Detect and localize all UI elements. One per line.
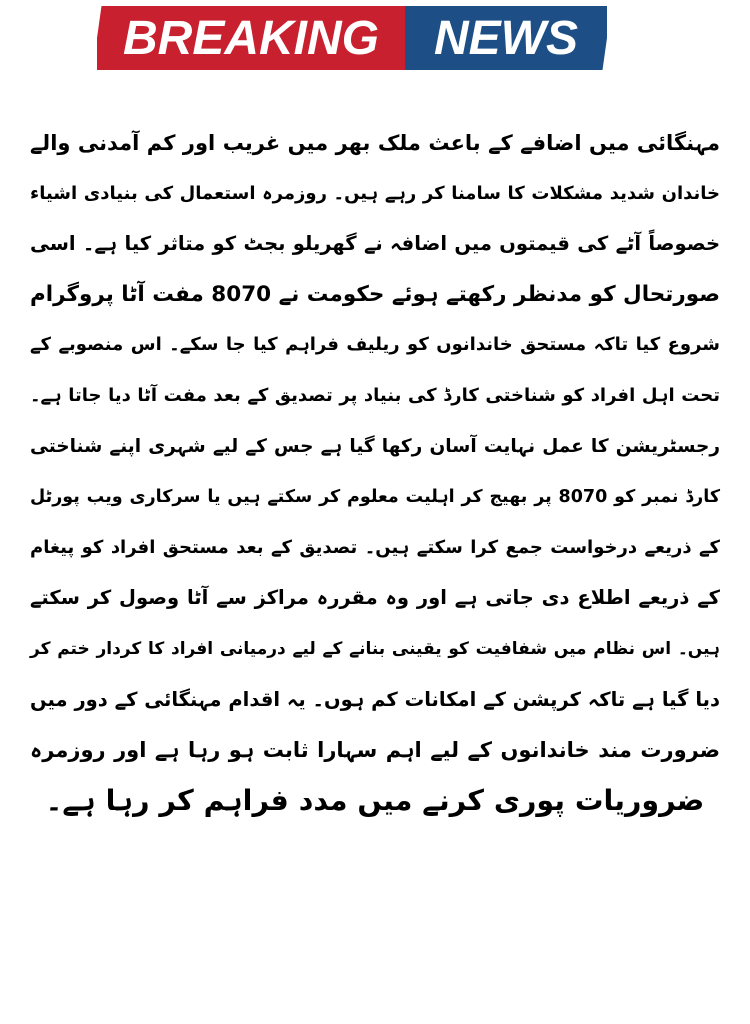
article-line: مہنگائی میں اضافے کے باعث ملک بھر میں غریب اور کم آمدنی والے (30, 131, 720, 155)
article-line: دیا گیا ہے تاکہ کرپشن کے امکانات کم ہوں۔ یہ اقدام مہنگائی کے دور میں (30, 687, 720, 711)
article-line: رجسٹریشن کا عمل نہایت آسان رکھا گیا ہے جس کے لیے شہری اپنے شناختی (30, 435, 720, 457)
article-line: ہیں۔ اس نظام میں شفافیت کو یقینی بنانے کے لیے درمیانی افراد کا کردار ختم کر (30, 638, 720, 659)
article-body (30, 118, 720, 826)
article-line: کے ذریعے اطلاع دی جاتی ہے اور وہ مقررہ مراکز سے آٹا وصول کر سکتے (30, 586, 720, 610)
article-line: خصوصاً آٹے کی قیمتوں میں اضافہ نے گھریلو بجٹ کو متاثر کیا ہے۔ اسی (30, 232, 720, 256)
article-line: شروع کیا تاکہ مستحق خاندانوں کو ریلیف فراہم کیا جا سکے۔ اس منصوبے کے (30, 334, 720, 356)
article-line: کارڈ نمبر کو 8070 پر بھیج کر اہلیت معلوم کر سکتے ہیں یا سرکاری ویب پورٹل (30, 487, 720, 508)
banner-news: NEWS (405, 6, 607, 70)
article-line: ضرورت مند خاندانوں کے لیے اہم سہارا ثابت ہو رہا ہے اور روزمرہ (30, 738, 720, 763)
article-line: کے ذریعے درخواست جمع کرا سکتے ہیں۔ تصدیق کے بعد مستحق افراد کو پیغام (30, 536, 720, 558)
article-line: ضروریات پوری کرنے میں مدد فراہم کر رہا ہے۔ (45, 783, 705, 817)
article-line: تحت اہل افراد کو شناختی کارڈ کی بنیاد پر تصدیق کے بعد مفت آٹا دیا جاتا ہے۔ (30, 384, 720, 406)
breaking-news-banner (93, 6, 612, 70)
article-line: صورتحال کو مدنظر رکھتے ہوئے حکومت نے 8070 مفت آٹا پروگرام (29, 281, 720, 307)
banner-breaking: BREAKING (97, 6, 405, 70)
article-line: خاندان شدید مشکلات کا سامنا کر رہے ہیں۔ روزمرہ استعمال کی بنیادی اشیاء (30, 182, 720, 204)
